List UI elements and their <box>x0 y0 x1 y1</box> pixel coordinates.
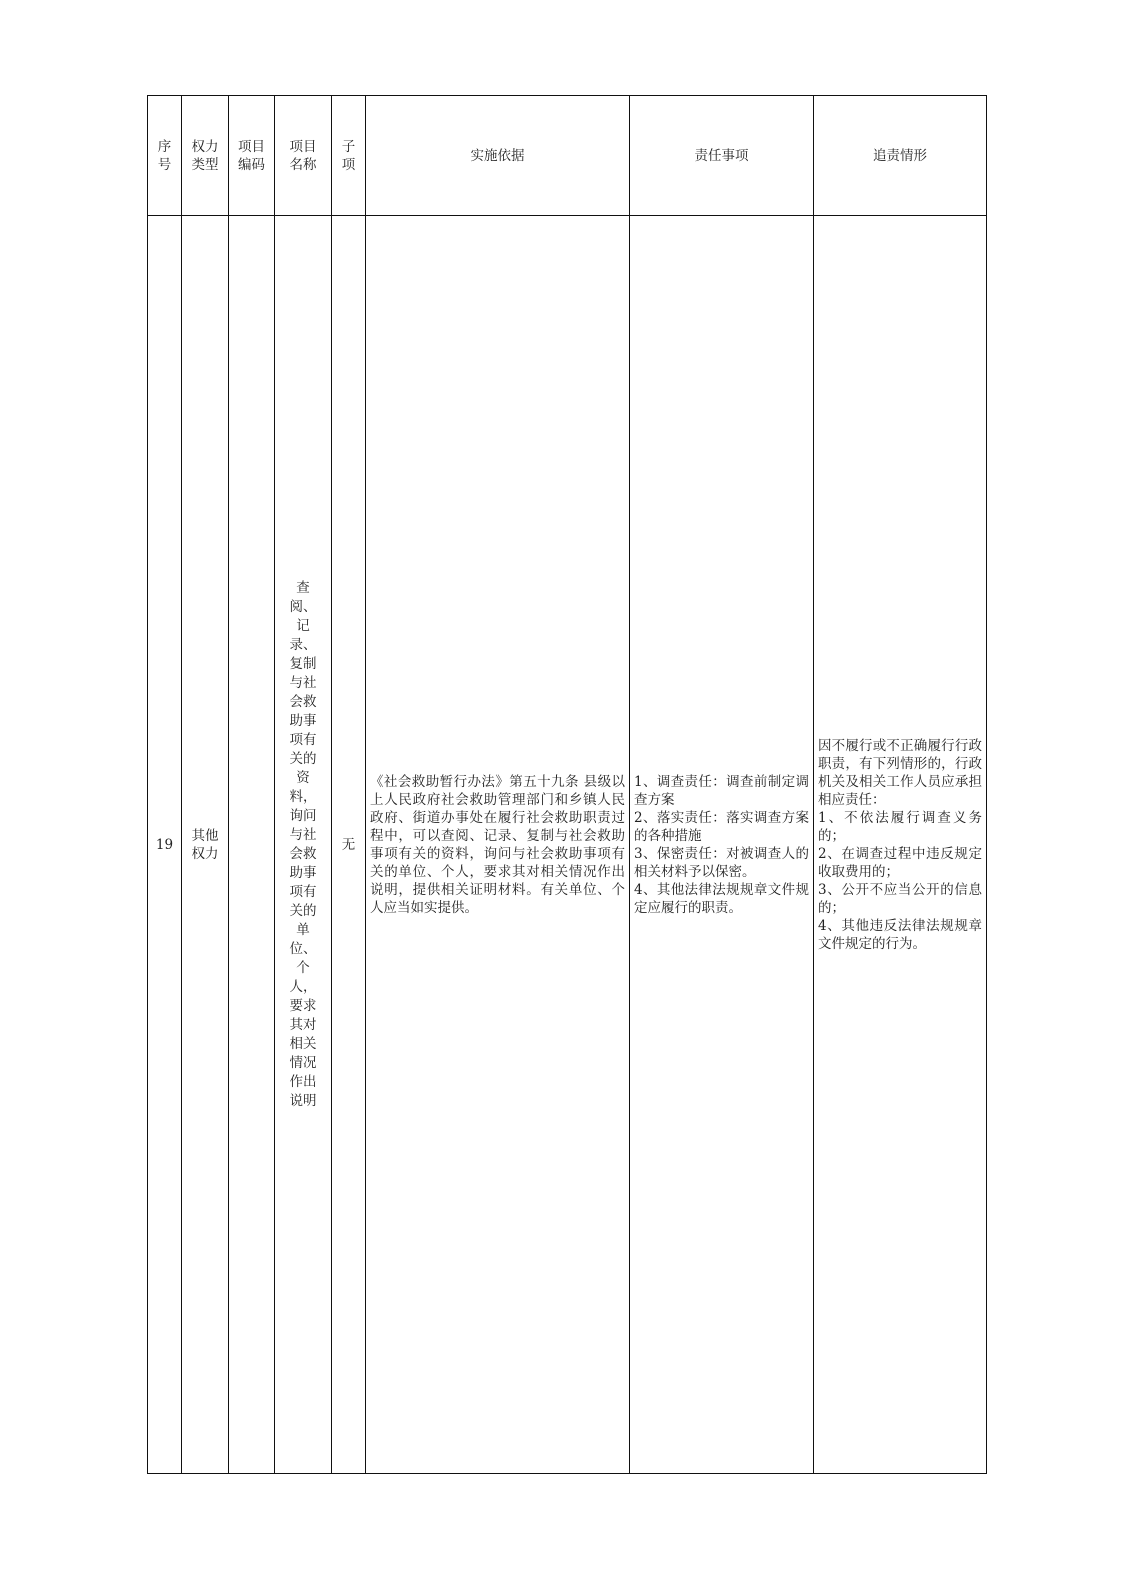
responsibility-line: 1、调查责任：调查前制定调查方案 <box>634 773 809 808</box>
cell-responsibility <box>630 216 814 1474</box>
header-item-name: 项目 名称 <box>275 96 332 216</box>
accountability-line: 因不履行或不正确履行行政职责，有下列情形的，行政机关及相关工作人员应承担相应责任： <box>818 737 982 808</box>
header-basis: 实施依据 <box>366 96 630 216</box>
accountability-line: 4、其他违反法律法规规章文件规定的行为。 <box>818 917 982 952</box>
header-row <box>148 96 987 216</box>
header-item-code: 项目 编码 <box>229 96 275 216</box>
header-seq: 序 号 <box>148 96 182 216</box>
accountability-line: 2、在调查过程中违反规定收取费用的； <box>818 845 982 880</box>
cell-item-code <box>229 216 275 1474</box>
header-sub-item: 子 项 <box>332 96 366 216</box>
responsibility-line: 2、落实责任：落实调查方案的各种措施 <box>634 809 809 844</box>
header-responsibility: 责任事项 <box>630 96 814 216</box>
cell-sub-item: 无 <box>332 216 366 1474</box>
header-power-type: 权力 类型 <box>182 96 229 216</box>
power-list-table <box>147 95 987 1474</box>
table-row <box>148 216 987 1474</box>
cell-seq: 19 <box>148 216 182 1474</box>
cell-item-name: 查阅、记录、复制与社会救助事项有关的资料，询问与社会救助事项有关的单位、个人，要求其对相关情况作出说明 <box>275 216 332 1474</box>
responsibility-line: 4、其他法律法规规章文件规定应履行的职责。 <box>634 881 809 916</box>
responsibility-line: 3、保密责任：对被调查人的相关材料予以保密。 <box>634 845 809 880</box>
cell-accountability <box>814 216 987 1474</box>
accountability-line: 1、不依法履行调查义务的； <box>818 809 982 844</box>
cell-basis: 《社会救助暂行办法》第五十九条 县级以上人民政府社会救助管理部门和乡镇人民政府、街道办事处在履行社会救助职责过程中，可以查阅、记录、复制与社会救助事项有关的资料，询问与社会救助事项有关的单位、个人，要求其对相关情况作出说明，提供相关证明材料。有关单位、个人应当如实提供。 <box>366 216 630 1474</box>
header-accountability: 追责情形 <box>814 96 987 216</box>
accountability-line: 3、公开不应当公开的信息的； <box>818 881 982 916</box>
cell-power-type: 其他 权力 <box>182 216 229 1474</box>
